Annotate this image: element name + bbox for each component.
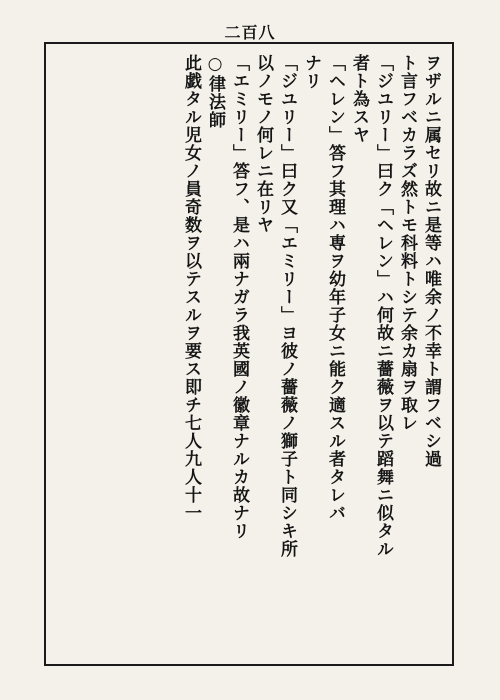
text-column: ト言フベカラズ然トモ科料トシテ余カ扇ヲ取レ <box>397 54 417 432</box>
text-column: 者ト為スヤ <box>349 54 369 144</box>
text-column: ナリ <box>301 54 321 90</box>
text-column: 「ヘレン」答フ其理ハ専ヲ幼年子女ニ能ク適スル者タレバ <box>325 54 345 522</box>
text-frame <box>44 42 454 666</box>
text-column: 「エミリー」答フ、是ハ兩ナガラ我英國ノ徽章ナルカ故ナリ <box>229 54 249 540</box>
text-column: 以ノモノ何レニ在リヤ <box>253 54 273 234</box>
text-column: ヲザルニ属セリ故ニ是等ハ唯余ノ不幸ト謂フベシ過 <box>421 54 441 468</box>
text-column: 「ジユリー」曰ク「ヘレン」ハ何故ニ薔薇ヲ以テ蹈舞ニ似タル <box>373 54 393 558</box>
text-column: 「ジユリー」曰ク又「エミリー」ヨ彼ノ薔薇ノ獅子ト同シキ所 <box>277 54 297 558</box>
text-columns <box>56 54 442 654</box>
text-column: ○律法師 <box>205 54 225 129</box>
text-column: 此戯タル児女ノ員奇数ヲ以テスルヲ要ス即チ七人九人十一 <box>181 54 201 522</box>
page-number: 二百八 <box>224 23 276 42</box>
